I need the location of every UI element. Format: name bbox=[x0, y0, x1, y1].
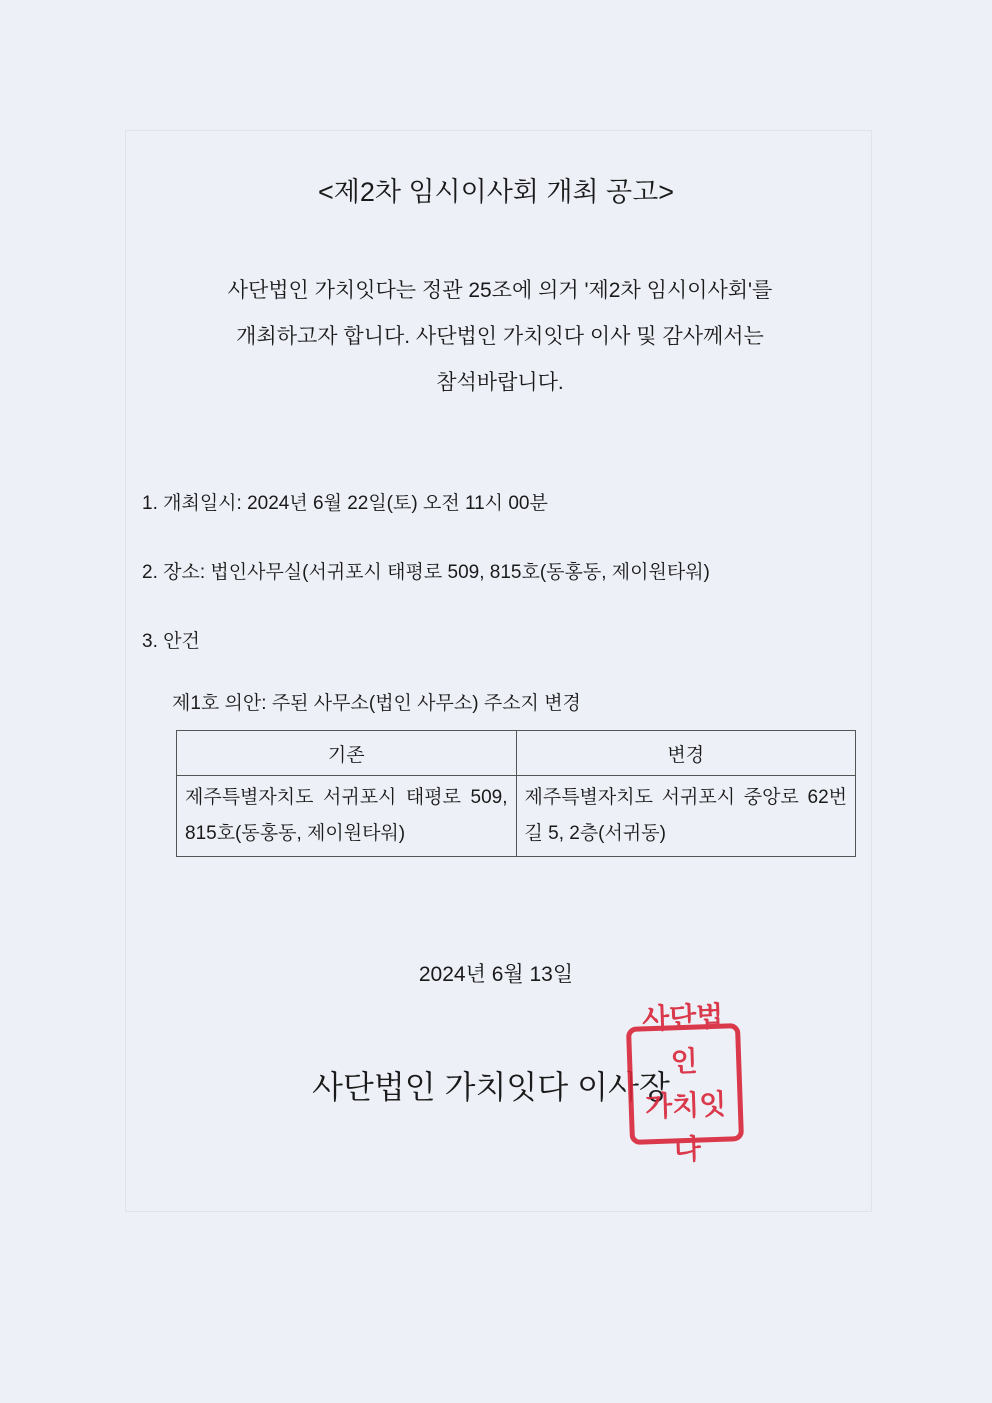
table-row bbox=[177, 776, 856, 857]
header-new: 변경 bbox=[516, 731, 856, 776]
intro-line: 참석바랍니다. bbox=[436, 371, 564, 394]
agenda-item-title: 제1호 의안: 주된 사무소(법인 사무소) 주소지 변경 bbox=[172, 693, 581, 714]
header-current: 기존 bbox=[177, 731, 517, 776]
new-address: 제주특별자치도 서귀포시 중앙로 62번길 5, 2층(서귀동) bbox=[516, 776, 856, 857]
intro-line: 사단법인 가치잇다는 정관 25조에 의거 '제2차 임시이사회'를 bbox=[227, 279, 773, 302]
meeting-location: 2. 장소: 법인사무실(서귀포시 태평로 509, 815호(동홍동, 제이원타워) bbox=[142, 562, 710, 583]
notice-date: 2024년 6월 13일 bbox=[418, 963, 574, 986]
meeting-datetime: 1. 개최일시: 2024년 6월 22일(토) 오전 11시 00분 bbox=[142, 493, 548, 514]
current-address: 제주특별자치도 서귀포시 태평로 509, 815호(동홍동, 제이원타워) bbox=[177, 776, 517, 857]
intro-paragraph bbox=[150, 268, 850, 406]
table-header-row bbox=[177, 731, 856, 776]
agenda-heading: 3. 안건 bbox=[142, 631, 200, 652]
document-title: <제2차 임시이사회 개최 공고> bbox=[318, 177, 674, 207]
address-change-table bbox=[176, 730, 856, 857]
official-seal-stamp: 사단법인 가치잇다 bbox=[626, 1023, 744, 1145]
signature-line: 사단법인 가치잇다 이사장 bbox=[312, 1069, 670, 1105]
intro-line: 개최하고자 합니다. 사단법인 가치잇다 이사 및 감사께서는 bbox=[236, 325, 764, 348]
